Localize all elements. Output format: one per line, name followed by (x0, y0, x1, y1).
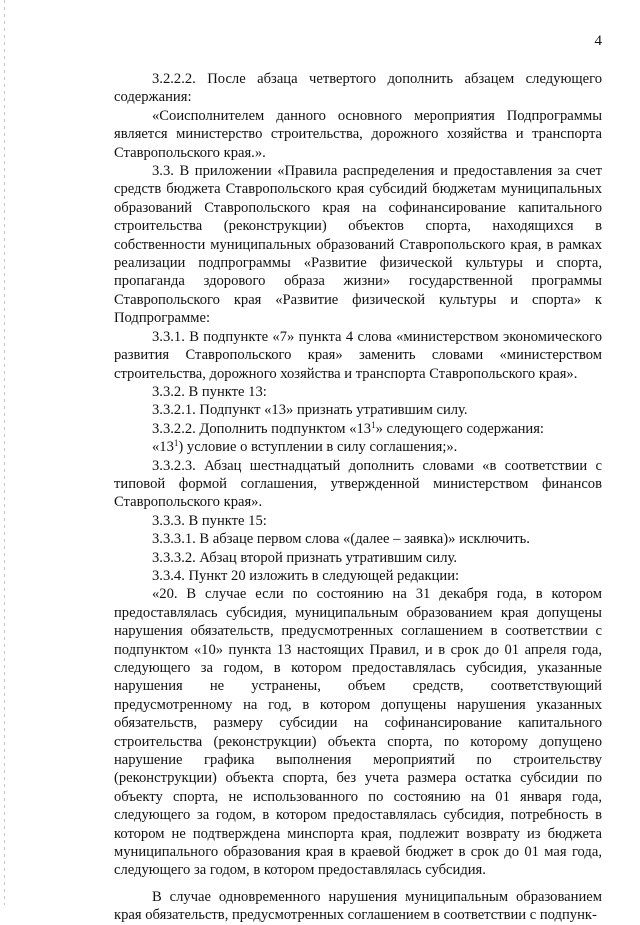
paragraph-13-1 (114, 438, 602, 456)
paragraph-3-3-2: 3.3.2. В пункте 13: (152, 383, 267, 400)
document-body (114, 70, 602, 925)
text-part: «13 (152, 439, 174, 456)
page-number: 4 (594, 33, 602, 49)
paragraph-3-3-3-2: 3.3.3.2. Абзац второй признать утратившим силу. (152, 549, 457, 566)
paragraph-point-20: «20. В случае если по состоянию на 31 декабря года, в котором предоставлялась субсидия, муниципальным образованием края допущены нарушения обязательств, предусмотренных соглашением в соответствии с подпунктом «10» пункта 13 настоящих Правил, и в срок до 01 апреля года, следующего за годом, в котором предоставлялась субсидия, указанные нарушения не устранены, объем средств, соответствующий предусмотренному на год, в котором допущены нарушения указанных обязательств, размеру субсидии на софинансирование капитального строительства (реконструкции) объекта спорта, по которому допущено нарушение графика выполнения мероприятий по строительству (реконструкции) объекта спорта, без учета размера остатка субсидии по объекту спорта, не использованного по состоянию на 01 января года, следующего за годом, в котором предоставлялась субсидия, потребность в котором не подтверждена минспорта края, подлежит возврату из бюджета муниципального образования края в краевой бюджет в срок до 01 мая года, следующего за годом, в котором предоставлялась субсидия. (114, 586, 602, 879)
paragraph-3-3-2-2 (114, 420, 602, 438)
text-part: ) условие о вступлении в силу соглашения;». (178, 439, 458, 456)
scan-edge-line (4, 0, 5, 905)
text-part: » следующего содержания: (375, 420, 544, 437)
paragraph-3-2-2-2: 3.2.2.2. После абзаца четвертого дополнить абзацем следующего содержания: (114, 71, 602, 106)
text-part: 3.3.2.2. Дополнить подпунктом «13 (152, 420, 372, 437)
paragraph-quote-coexecutor: «Соисполнителем данного основного мероприятия Подпрограммы является министерство строительства, дорожного хозяйства и транспорта Ставропольского края.». (114, 107, 602, 161)
paragraph-3-3-3: 3.3.3. В пункте 15: (152, 512, 267, 529)
paragraph-3-3-1: 3.3.1. В подпункте «7» пункта 4 слова «министерством экономического развития Ставропольского края» заменить словами «министерством строительства, дорожного хозяйства и транспорта Ставропольского края». (114, 328, 602, 382)
superscript: 1 (371, 419, 376, 430)
paragraph-3-3-2-1: 3.3.2.1. Подпункт «13» признать утратившим силу. (152, 402, 468, 419)
paragraph-3-3-4: 3.3.4. Пункт 20 изложить в следующей редакции: (152, 567, 460, 584)
paragraph-simultaneous-violation: В случае одновременного нарушения муниципальным образованием края обязательств, предусмотренных соглашением в соответствии с подпунк- (114, 888, 602, 924)
paragraph-3-3-2-3: 3.3.2.3. Абзац шестнадцатый дополнить словами «в соответствии с типовой формой соглашения, утвержденной министерством финансов Ставропольского края». (114, 457, 602, 511)
paragraph-3-3: 3.3. В приложении «Правила распределения и предоставления за счет средств бюджета Ставропольского края субсидий бюджетам муниципальных образований Ставропольского края на софинансирование капитального строительства (реконструкции) объектов спорта, находящихся в собственности муниципальных образований Ставропольского края, в рамках реализации подпрограммы «Развитие физической культуры и спорта, пропаганда здорового образа жизни» государственной программы Ставропольского края «Развитие физической культуры и спорта» к Подпрограмме: (114, 163, 602, 327)
paragraph-3-3-3-1: 3.3.3.1. В абзаце первом слова «(далее – заявка)» исключить. (152, 531, 530, 548)
superscript: 1 (173, 438, 179, 449)
